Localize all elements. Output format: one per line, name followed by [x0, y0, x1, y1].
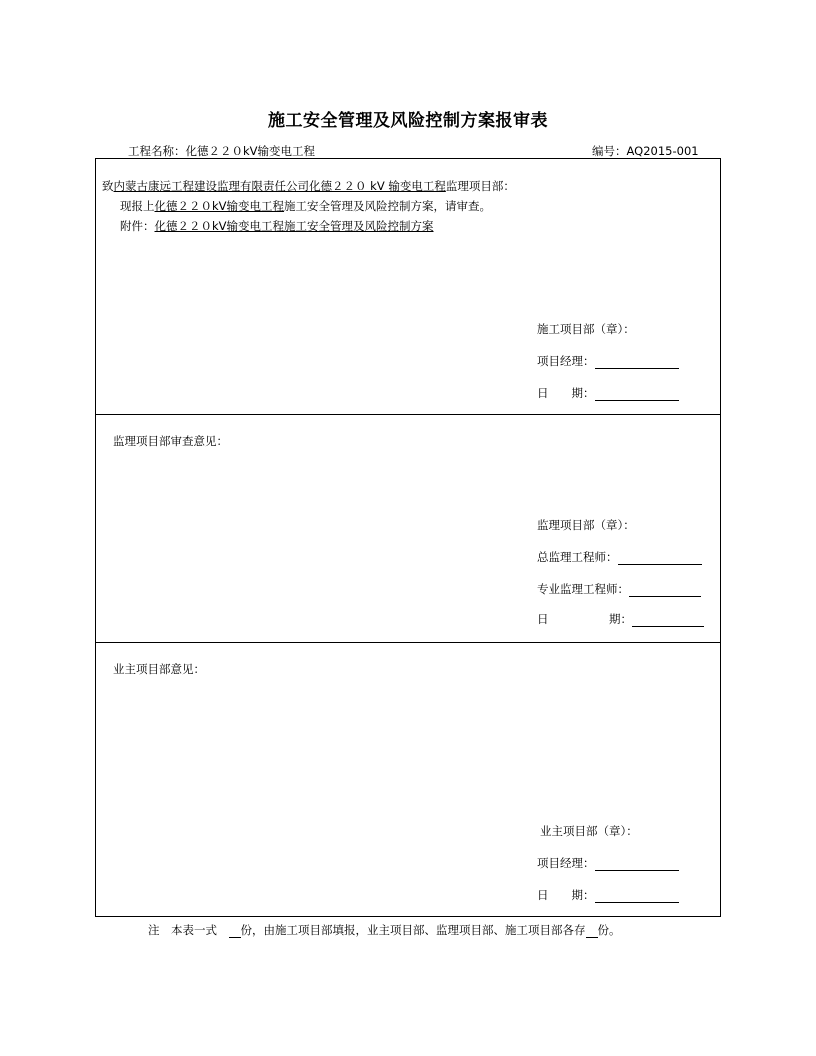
- form-title: 施工安全管理及风险控制方案报审表: [268, 111, 548, 131]
- owner-dept-stamp-label: 业主项目部（章）：: [540, 824, 638, 838]
- addressee-org: 内蒙古康远工程建设监理有限责任公司化德２２０ kV 输变电工程: [113, 179, 446, 193]
- project-name: 工程名称：化德２２０kV输变电工程: [128, 144, 316, 158]
- body-project: 化德２２０kV输变电工程: [154, 199, 285, 213]
- project-manager-label: 项目经理：: [537, 354, 595, 368]
- supervision-date-label-a: 日: [537, 612, 549, 626]
- supervision-date-blank[interactable]: [632, 614, 704, 627]
- owner-manager-label: 项目经理：: [537, 856, 595, 870]
- body-prefix: 现报上: [120, 199, 155, 213]
- date-label: 日 期：: [537, 386, 595, 400]
- owner-date-label: 日 期：: [537, 888, 595, 902]
- copies-blank[interactable]: [229, 925, 241, 938]
- chief-engineer-blank[interactable]: [618, 552, 702, 565]
- project-manager-row: [537, 353, 679, 369]
- note-text-a: 本表一式: [171, 923, 217, 937]
- footer-note: [148, 922, 621, 938]
- owner-manager-row: [537, 855, 679, 871]
- attachment-line: [120, 218, 434, 234]
- chief-engineer-row: [537, 549, 702, 565]
- note-text-b: 份，由施工项目部填报，业主项目部、监理项目部、施工项目部各存: [240, 923, 586, 937]
- specialist-engineer-row: [537, 581, 701, 597]
- note-text-c: 份。: [597, 923, 621, 937]
- supervision-dept-stamp-label: 监理项目部（章）：: [537, 518, 635, 532]
- each-copies-blank[interactable]: [586, 925, 598, 938]
- note-label: 注: [148, 923, 160, 937]
- owner-opinion-label: 业主项目部意见：: [113, 662, 205, 676]
- specialist-engineer-blank[interactable]: [629, 584, 701, 597]
- specialist-engineer-label: 专业监理工程师：: [537, 582, 629, 596]
- owner-date-blank[interactable]: [595, 890, 679, 903]
- supervision-date-row: [609, 611, 704, 627]
- submission-body: [120, 198, 491, 214]
- date-blank[interactable]: [595, 388, 679, 401]
- addressee-line: [102, 178, 515, 194]
- attachment-label: 附件：: [120, 219, 155, 233]
- owner-manager-blank[interactable]: [595, 858, 679, 871]
- project-manager-blank[interactable]: [595, 356, 679, 369]
- construction-dept-stamp-label: 施工项目部（章）：: [537, 322, 635, 336]
- owner-date-row: [537, 887, 679, 903]
- supervision-opinion-label: 监理项目部审查意见：: [113, 434, 228, 448]
- addressee-prefix: 致: [102, 179, 114, 193]
- construction-submission-section: [95, 158, 721, 415]
- date-row: [537, 385, 679, 401]
- body-suffix: 施工安全管理及风险控制方案，请审查。: [284, 199, 492, 213]
- owner-opinion-section: [95, 642, 721, 917]
- attachment-value: 化德２２０kV输变电工程施工安全管理及风险控制方案: [154, 219, 434, 233]
- supervision-review-section: [95, 414, 721, 643]
- supervision-date-label-b: 期：: [609, 612, 632, 626]
- serial-number: 编号：AQ2015-001: [592, 144, 699, 158]
- chief-engineer-label: 总监理工程师：: [537, 550, 618, 564]
- addressee-suffix: 监理项目部：: [445, 179, 515, 193]
